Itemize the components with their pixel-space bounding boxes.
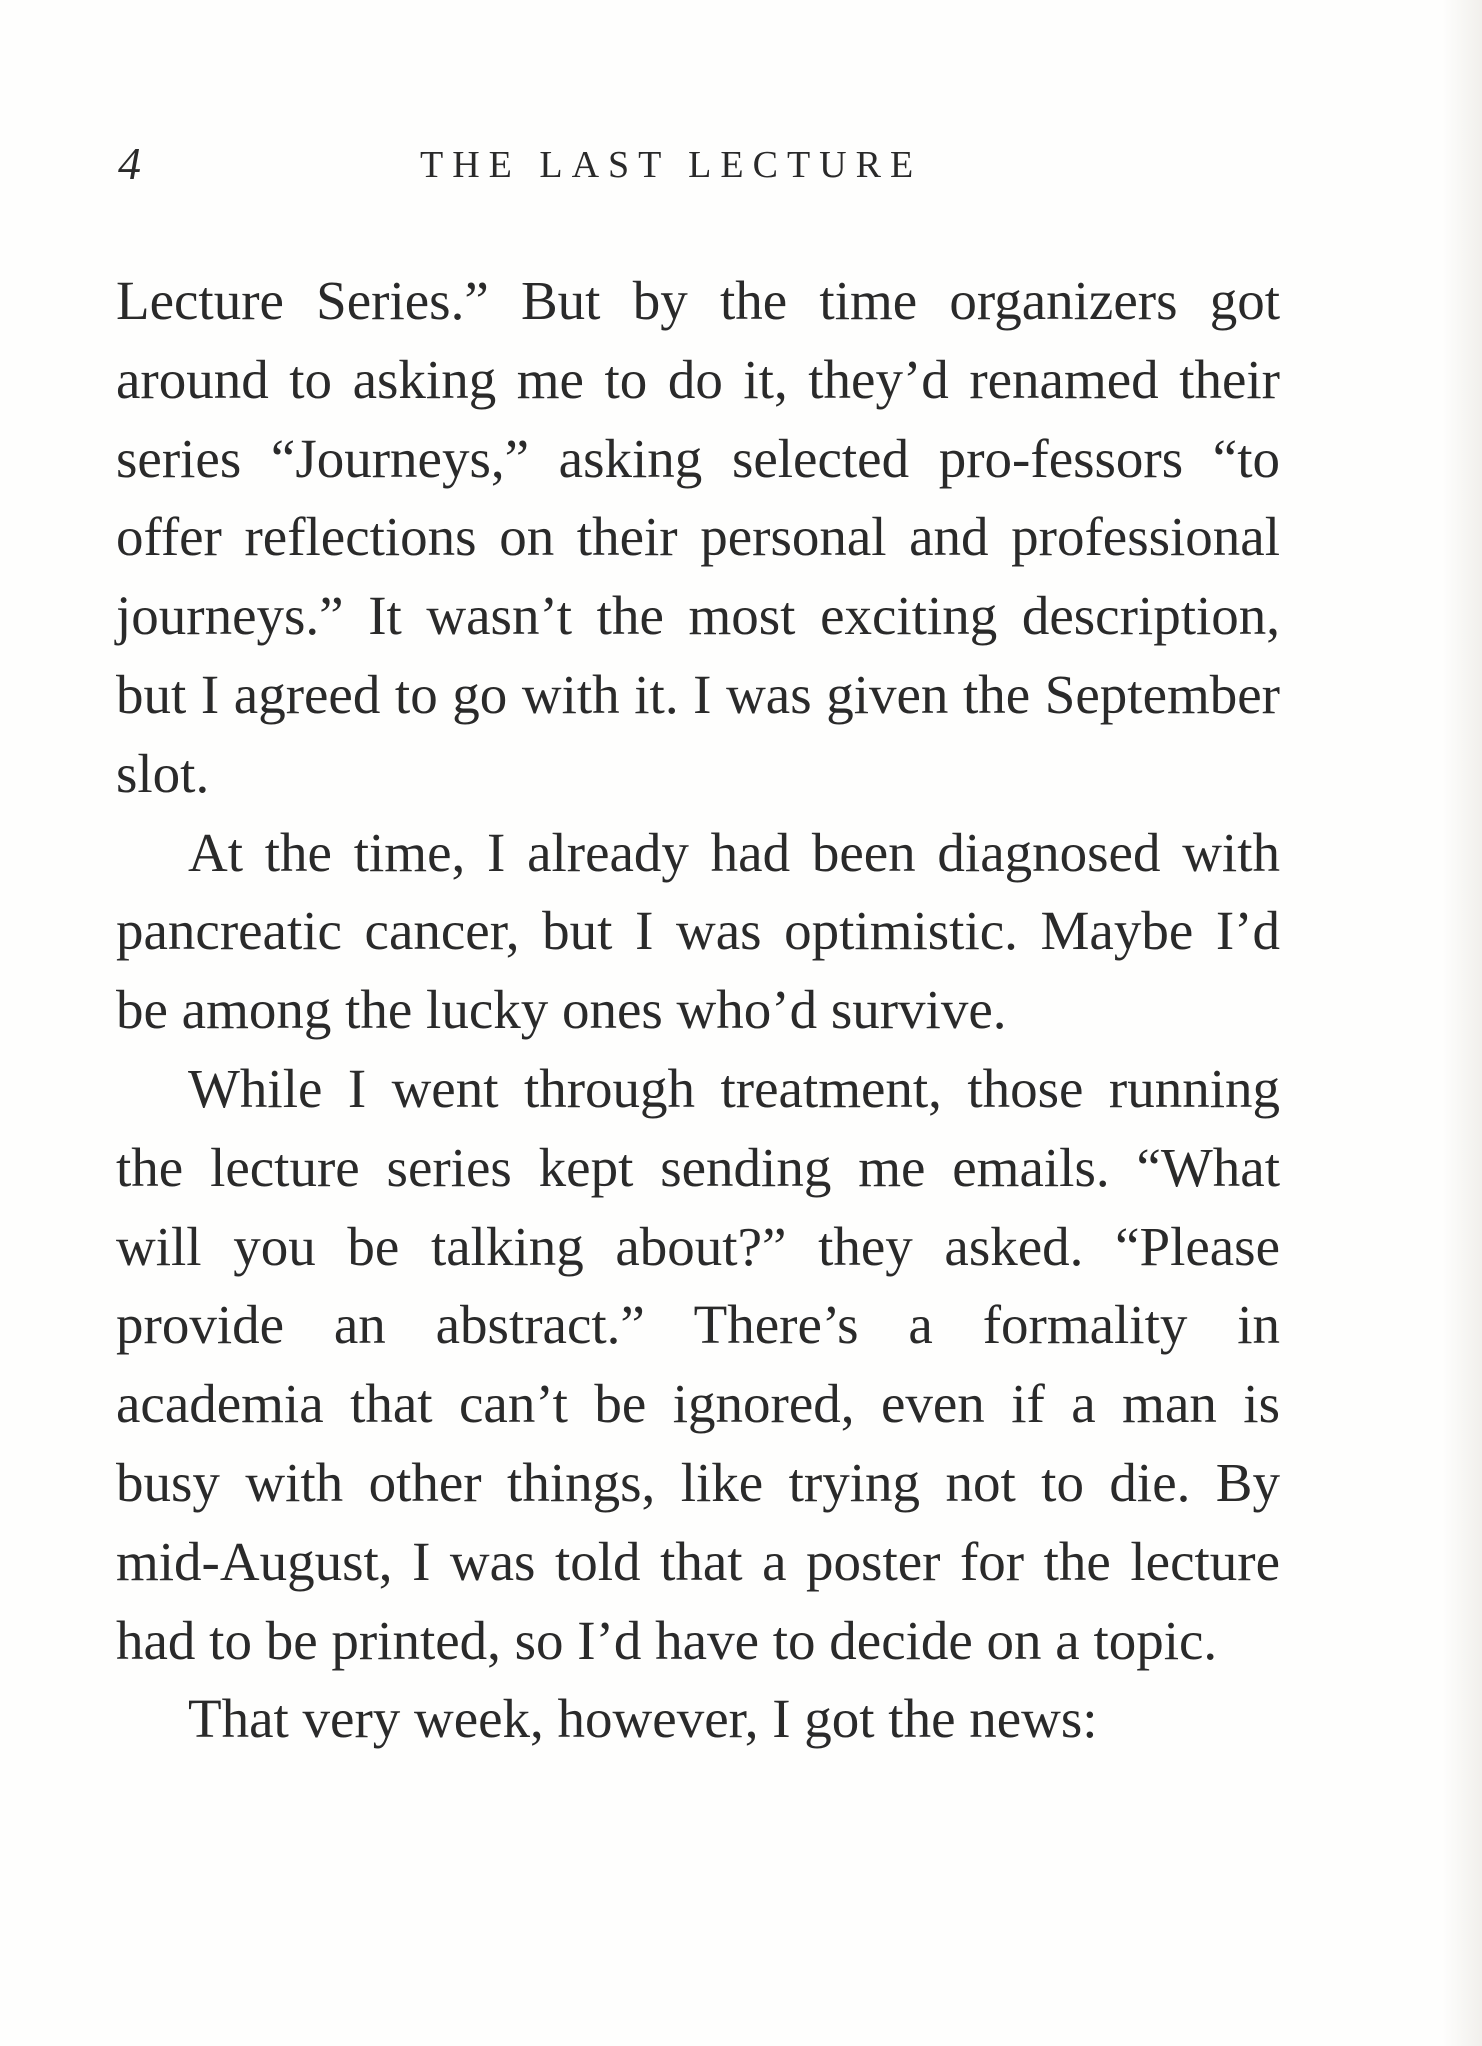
paragraph-treatment: While I went through treatment, those running the lecture series kept sending me emails. “What will you be talking about?” they asked. “Please provide an abstract.” There’s a formality in academia that can’t be ignored, even if a man is busy with other things, like trying not to die. By mid-August, I was told that a poster for the lecture had to be printed, so I’d have to decide on a topic.: [116, 1057, 1280, 1671]
page-edge-shadow: [1442, 0, 1482, 2046]
paragraph-diagnosis: At the time, I already had been diagnosed with pancreatic cancer, but I was optimistic. Maybe I’d be among the lucky ones who’d survive.: [116, 821, 1280, 1041]
running-head: [118, 136, 1278, 196]
body-text: [116, 262, 1280, 1759]
page-number: 4: [118, 138, 141, 189]
book-title: THE LAST LECTURE: [420, 144, 923, 186]
paragraph-continuation: Lecture Series.” But by the time organizers got around to asking me to do it, they’d renamed their series “Journeys,” asking selected pro-fessors “to offer reflections on their personal and professional journeys.” It wasn’t the most exciting description, but I agreed to go with it. I was given the September slot.: [116, 270, 1280, 804]
paragraph-news: That very week, however, I got the news:: [188, 1688, 1098, 1750]
